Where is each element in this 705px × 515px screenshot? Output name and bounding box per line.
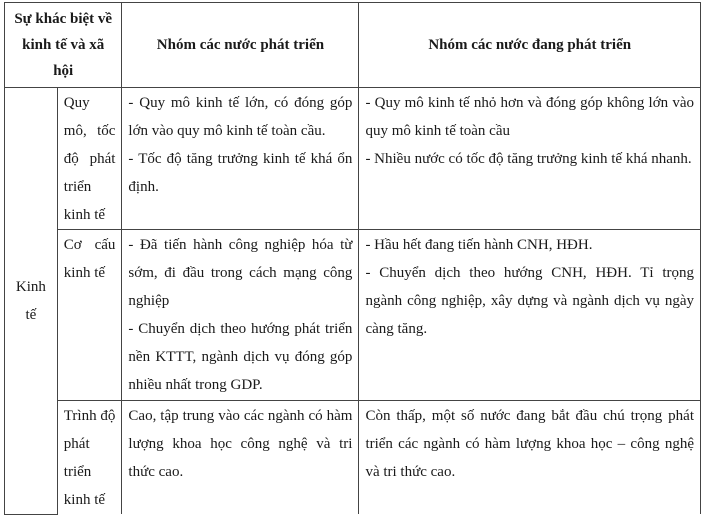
developed-cell	[122, 88, 359, 230]
developing-cell	[359, 401, 701, 515]
developing-cell	[359, 88, 701, 230]
developed-text-1: - Đã tiến hành công nghiệp hóa từ sớm, đi đầu trong cách mạng công nghiệp	[128, 237, 353, 309]
developing-text-1: - Quy mô kinh tế nhỏ hơn và đóng góp không lớn vào quy mô kinh tế toàn cầu	[365, 95, 694, 139]
header-developed: Nhóm các nước phát triển	[122, 3, 359, 88]
developing-text-2: - Nhiều nước có tốc độ tăng trưởng kinh tế khá nhanh.	[365, 151, 692, 167]
developed-cell	[122, 230, 359, 401]
group-label-economy	[5, 88, 58, 515]
header-row	[5, 3, 701, 88]
table-row	[5, 88, 701, 230]
header-developing: Nhóm các nước đang phát triển	[359, 3, 701, 88]
developing-text-1: Còn thấp, một số nước đang bắt đầu chú trọng phát triển các ngành có hàm lượng khoa học – công nghệ và tri thức cao.	[365, 408, 694, 480]
developed-text-2: - Tốc độ tăng trưởng kinh tế khá ổn định.	[128, 151, 353, 195]
developing-cell	[359, 230, 701, 401]
developed-text-1: - Quy mô kinh tế lớn, có đóng góp lớn vào quy mô kinh tế toàn cầu.	[128, 95, 353, 139]
developed-cell	[122, 401, 359, 515]
comparison-table	[4, 2, 701, 515]
developing-text-2: - Chuyển dịch theo hướng CNH, HĐH. Tỉ trọng ngành công nghiệp, xây dựng và ngành dịch vụ ngày càng tăng.	[365, 265, 694, 337]
table-row	[5, 230, 701, 401]
developed-text-1: Cao, tập trung vào các ngành có hàm lượng khoa học công nghệ và tri thức cao.	[128, 408, 353, 480]
criterion-cell	[57, 230, 122, 401]
criterion-cell	[57, 88, 122, 230]
developing-text-1: - Hầu hết đang tiến hành CNH, HĐH.	[365, 237, 593, 253]
criterion-text: Trình độ phát triển kinh tế	[63, 408, 116, 508]
criterion-text: Quy mô, tốc độ phát triển kinh tế	[63, 95, 116, 223]
group-label-text: Kinh tế	[15, 278, 46, 323]
table-row	[5, 401, 701, 515]
developed-text-2: - Chuyển dịch theo hướng phát triển nền KTTT, ngành dịch vụ đóng góp nhiều nhất trong GDP.	[128, 321, 353, 393]
criterion-cell	[57, 401, 122, 515]
header-criteria: Sự khác biệt về kinh tế và xã hội	[5, 3, 122, 88]
criterion-text: Cơ cấu kinh tế	[63, 237, 116, 281]
